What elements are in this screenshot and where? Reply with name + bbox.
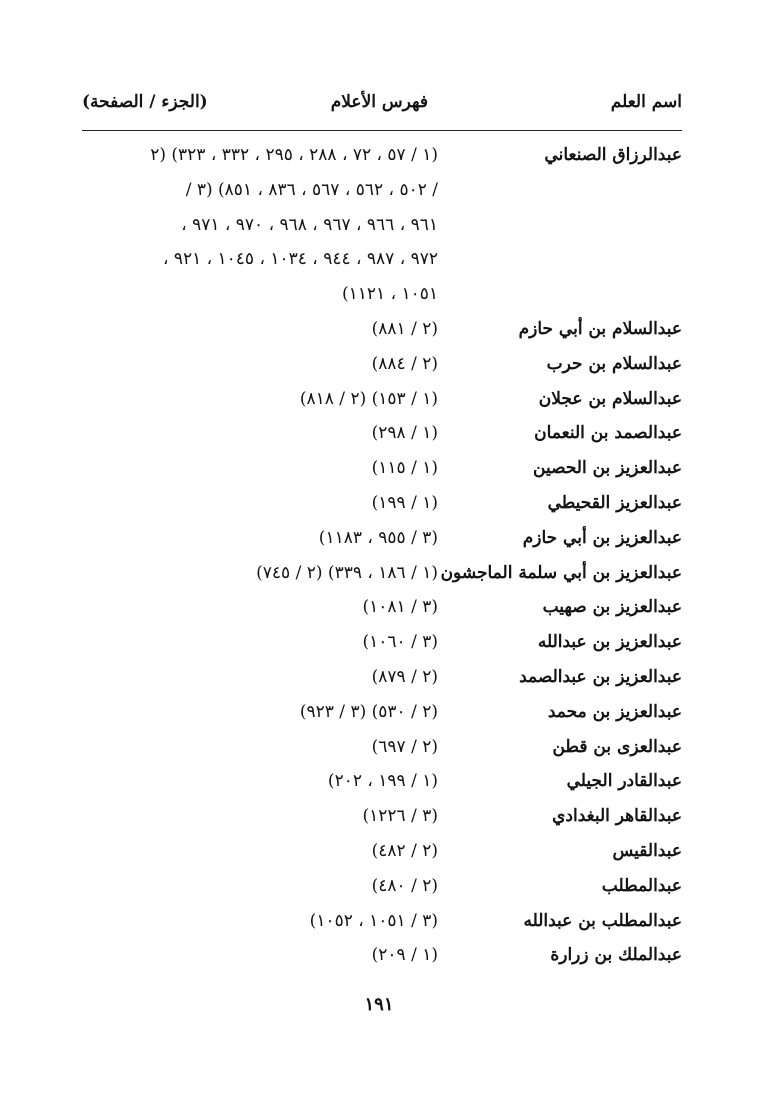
- index-entry: [82, 730, 682, 765]
- entry-references: [82, 382, 438, 417]
- index-entry: [82, 416, 682, 451]
- entry-references: [82, 486, 438, 521]
- entry-references: [82, 556, 438, 591]
- entry-references: [82, 834, 438, 869]
- reference-line: ٩٦١ ، ٩٦٦ ، ٩٦٧ ، ٩٦٨ ، ٩٧٠ ، ٩٧١ ،: [181, 214, 438, 235]
- entry-name: عبدالعزيز القحيطي: [547, 492, 682, 513]
- index-title: فهرس الأعلام: [330, 92, 428, 112]
- entry-name: عبدالقيس: [612, 840, 682, 861]
- name-column-heading: اسم العلم: [610, 92, 682, 112]
- reference-line: (١ / ١٨٦ ، ٣٣٩) (٢ / ٧٤٥): [256, 562, 438, 583]
- reference-line: (٢ / ٦٩٧): [371, 736, 438, 757]
- entry-name: عبدالسلام بن عجلان: [538, 388, 682, 409]
- index-entry: [82, 799, 682, 834]
- reference-line: (٢ / ٨٧٩): [371, 666, 438, 687]
- entry-name: عبدالعزيز بن صهيب: [542, 597, 682, 618]
- page-number: ١٩١: [364, 994, 394, 1015]
- entry-name: عبدالمطلب بن عبدالله: [523, 910, 682, 931]
- header-divider: [82, 130, 682, 131]
- entry-references: [82, 625, 438, 660]
- entry-name: عبدالقادر الجيلي: [566, 771, 682, 792]
- entry-name: عبدالقاهر البغدادي: [552, 806, 682, 827]
- reference-line: (٣ / ١٠٦٠): [362, 632, 438, 653]
- entry-references: [82, 660, 438, 695]
- index-entry: [82, 764, 682, 799]
- entry-references: [82, 590, 438, 625]
- index-entry: [82, 312, 682, 347]
- entry-references: [82, 695, 438, 730]
- entry-references: [82, 730, 438, 765]
- index-entry: [82, 904, 682, 939]
- reference-line: / ٥٠٢ ، ٥٦٢ ، ٥٦٧ ، ٨٣٦ ، ٨٥١) (٣ /: [185, 179, 438, 200]
- index-entry: [82, 938, 682, 973]
- entry-name: عبدالعزيز بن أبي سلمة الماجشون: [440, 562, 682, 583]
- entry-name: عبدالعزيز بن عبدالله: [537, 632, 682, 653]
- reference-line: (١ / ١٩٩): [371, 492, 438, 513]
- reference-line: (٢ / ٥٣٠) (٣ / ٩٢٣): [299, 701, 438, 722]
- entry-name: عبدالملك بن زرارة: [550, 945, 682, 966]
- index-entry: [82, 695, 682, 730]
- entry-name: عبدالسلام بن أبي حازم: [518, 318, 682, 339]
- index-entry: [82, 660, 682, 695]
- reference-line: (٢ / ٤٨٠): [371, 875, 438, 896]
- entry-references: [82, 347, 438, 382]
- reference-line: (٣ / ١٢٢٦): [362, 806, 438, 827]
- index-entry: [82, 138, 682, 312]
- reference-line: ٩٧٢ ، ٩٨٧ ، ٩٤٤ ، ١٠٣٤ ، ١٠٤٥ ، ٩٢١ ،: [162, 249, 438, 270]
- entry-name: عبدالعزيز بن أبي حازم: [522, 527, 682, 548]
- index-entry: [82, 556, 682, 591]
- entry-name: عبدالعزى بن قطن: [552, 736, 682, 757]
- reference-line: (٢ / ٨٨١): [371, 318, 438, 339]
- index-entry: [82, 382, 682, 417]
- entry-references: [82, 138, 438, 312]
- reference-line: (١ / ١٩٩ ، ٢٠٢): [327, 771, 438, 792]
- reference-line: (٣ / ١٠٥١ ، ١٠٥٢): [309, 910, 438, 931]
- entry-references: [82, 869, 438, 904]
- reference-line: ١٠٥١ ، ١١٢١): [342, 284, 438, 305]
- reference-line: (١ / ١١٥): [371, 458, 438, 479]
- index-entries: [82, 138, 682, 973]
- entry-name: عبدالصمد بن النعمان: [534, 423, 682, 444]
- reference-line: (٢ / ٨٨٤): [371, 353, 438, 374]
- entry-name: عبدالعزيز بن عبدالصمد: [519, 666, 682, 687]
- entry-name: عبدالعزيز بن الحصين: [533, 458, 682, 479]
- reference-line: (١ / ١٥٣) (٢ / ٨١٨): [299, 388, 438, 409]
- index-entry: [82, 869, 682, 904]
- entry-references: [82, 938, 438, 973]
- entry-references: [82, 521, 438, 556]
- entry-references: [82, 451, 438, 486]
- entry-references: [82, 799, 438, 834]
- index-entry: [82, 486, 682, 521]
- entry-references: [82, 904, 438, 939]
- reference-line: (٣ / ٩٥٥ ، ١١٨٣): [318, 527, 438, 548]
- entry-name: عبدالرزاق الصنعاني: [544, 145, 682, 165]
- entry-name: عبدالعزيز بن محمد: [547, 701, 682, 722]
- index-entry: [82, 521, 682, 556]
- index-entry: [82, 451, 682, 486]
- reference-line: (١ / ٢٠٩): [371, 945, 438, 966]
- index-entry: [82, 625, 682, 660]
- entry-references: [82, 764, 438, 799]
- reference-line: (٢ / ٤٨٢): [371, 840, 438, 861]
- entry-references: [82, 312, 438, 347]
- reference-line: (١ / ٢٩٨): [371, 423, 438, 444]
- index-entry: [82, 834, 682, 869]
- reference-line: (٣ / ١٠٨١): [362, 597, 438, 618]
- index-entry: [82, 590, 682, 625]
- page-header: [82, 92, 682, 128]
- entry-references: [82, 416, 438, 451]
- reference-column-heading: (الجزء / الصفحة): [82, 92, 208, 112]
- reference-line: (١ / ٥٧ ، ٧٢ ، ٢٨٨ ، ٢٩٥ ، ٣٣٢ ، ٣٢٣) (٢: [150, 145, 438, 165]
- index-entry: [82, 347, 682, 382]
- entry-name: عبدالمطلب: [601, 875, 682, 896]
- entry-name: عبدالسلام بن حرب: [546, 353, 682, 374]
